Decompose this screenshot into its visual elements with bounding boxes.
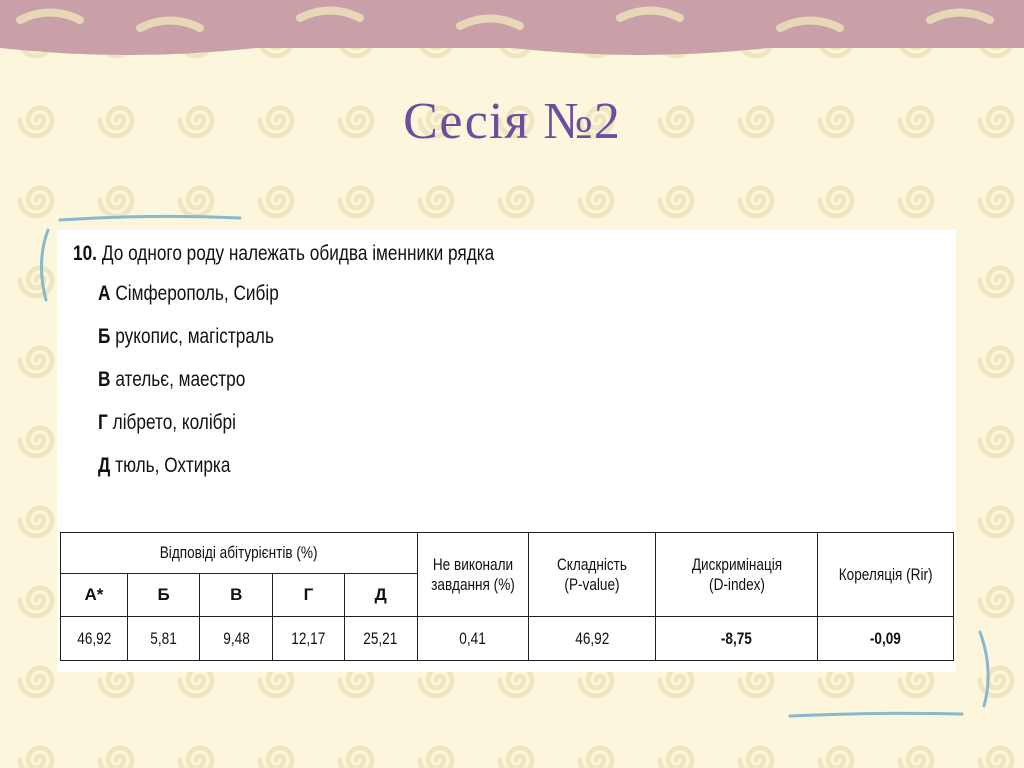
statistics-table: [60, 532, 954, 661]
question-number: 10.: [73, 242, 97, 265]
difficulty-value: 46,92: [528, 617, 656, 661]
answer-value: 12,17: [273, 617, 345, 661]
answer-letter: Г: [273, 574, 345, 617]
difficulty-header: Складність (P-value): [528, 533, 656, 617]
answer-letter: Д: [344, 574, 417, 617]
option-letter: Д: [98, 453, 111, 477]
option-text: Сімферополь, Сибір: [115, 281, 279, 305]
answer-option-g: [73, 401, 933, 444]
answer-option-b: [73, 315, 933, 358]
answer-value: 25,21: [344, 617, 417, 661]
question-heading: [73, 236, 778, 272]
option-text: ательє, маестро: [115, 367, 246, 391]
option-letter: А: [98, 281, 111, 305]
not-done-header: Не виконали завдання (%): [417, 533, 528, 617]
answer-letter: А*: [61, 574, 128, 617]
option-text: рукопис, магістраль: [115, 324, 274, 348]
correlation-header: Кореляція (Rir): [818, 533, 954, 617]
option-text: тюль, Охтирка: [115, 453, 231, 477]
answer-value: 9,48: [200, 617, 273, 661]
answer-option-d: [73, 444, 933, 487]
answer-letter: Б: [127, 574, 200, 617]
discrimination-header: Дискримінація (D-index): [656, 533, 818, 617]
answer-value: 5,81: [127, 617, 200, 661]
question-text: До одного роду належать обидва іменники рядка: [101, 242, 495, 265]
question-card: [57, 230, 956, 672]
answer-value: 46,92: [61, 617, 128, 661]
correlation-value: -0,09: [818, 617, 954, 661]
not-done-value: 0,41: [417, 617, 528, 661]
option-letter: Б: [98, 324, 111, 348]
question-block: [73, 236, 933, 487]
discrimination-value: -8,75: [656, 617, 818, 661]
option-letter: Г: [98, 410, 108, 434]
option-letter: В: [98, 367, 111, 391]
answer-option-a: [73, 272, 933, 315]
answer-letter: В: [200, 574, 273, 617]
table-values-row: [61, 617, 954, 661]
table-header-row: [61, 533, 954, 574]
option-text: лібрето, колібрі: [112, 410, 236, 434]
answer-option-v: [73, 358, 933, 401]
slide-title: Сесія №2: [403, 93, 621, 150]
answers-header: Відповіді абітурієнтів (%): [61, 533, 418, 574]
